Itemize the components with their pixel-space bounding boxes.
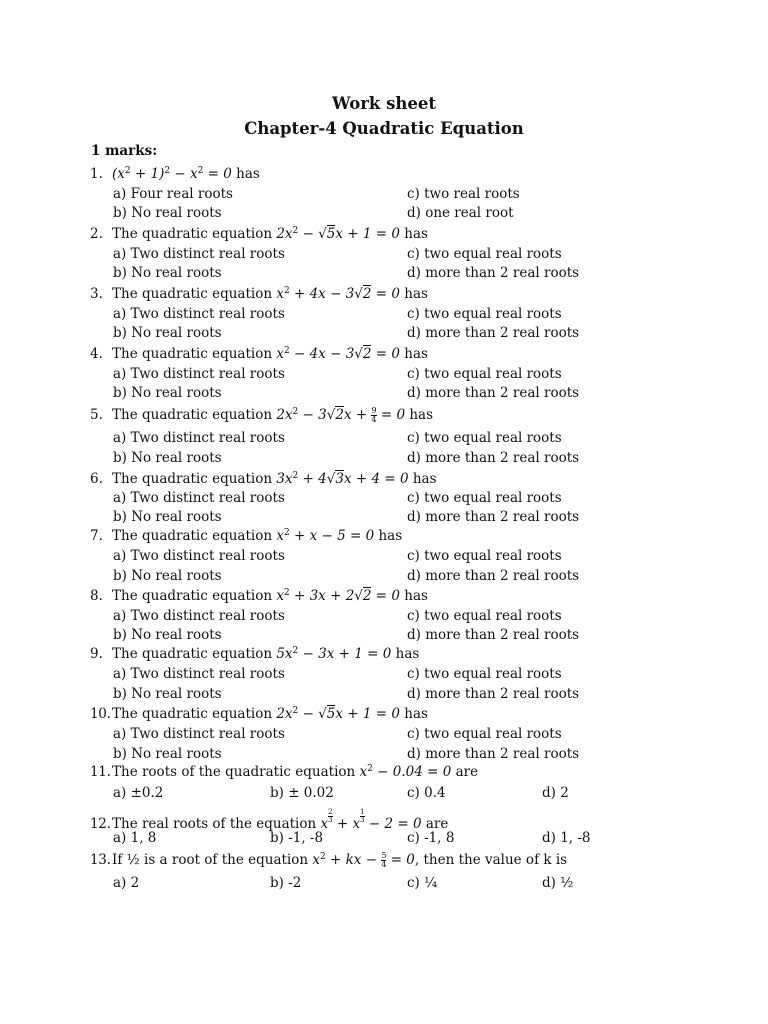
q3-option-b: b) No real roots — [113, 325, 222, 341]
question-10: 10.The quadratic equation $2x^2 - √5x + 1 = 0$ has — [90, 706, 428, 722]
q12-option-a: a) 1, 8 — [113, 830, 157, 846]
question-6: 6. The quadratic equation $3x^2 + 4√3x + 4 = 0$ has — [90, 471, 437, 487]
q12-option-b: b) -1, -8 — [270, 830, 324, 846]
q13-option-b: b) -2 — [270, 875, 302, 891]
q10-option-d: d) more than 2 real roots — [407, 746, 580, 762]
question-5: 5. The quadratic equation $2x^2 - 3√2x$ + $\frac{9}{4}$ = 0 has — [90, 406, 434, 424]
chapter-title: Chapter-4 Quadratic Equation — [244, 119, 524, 138]
q9-option-b: b) No real roots — [113, 686, 222, 702]
question-11: 11.The roots of the quadratic equation $x^2 - 0.04 = 0$ are — [90, 764, 479, 780]
q1-option-a: a) Four real roots — [113, 186, 233, 202]
q1-option-d: d) one real root — [407, 205, 514, 221]
q8-option-b: b) No real roots — [113, 627, 222, 643]
q4-option-b: b) No real roots — [113, 385, 222, 401]
q4-option-c: c) two equal real roots — [407, 366, 562, 382]
question-9: 9. The quadratic equation $5x^2 - 3x + 1 = 0$ has — [90, 646, 420, 662]
q6-option-b: b) No real roots — [113, 509, 222, 525]
q1-option-c: c) two real roots — [407, 186, 520, 202]
q6-option-a: a) Two distinct real roots — [113, 490, 285, 506]
q13-option-d: d) ½ — [542, 875, 574, 891]
q5-option-a: a) Two distinct real roots — [113, 430, 285, 446]
q8-option-a: a) Two distinct real roots — [113, 608, 285, 624]
q5-option-c: c) two equal real roots — [407, 430, 562, 446]
q12-option-c: c) -1, 8 — [407, 830, 455, 846]
q7-option-c: c) two equal real roots — [407, 548, 562, 564]
q4-option-d: d) more than 2 real roots — [407, 385, 580, 401]
question-2: 2. The quadratic equation $2x^2 - √5x + 1 = 0$ has — [90, 226, 428, 242]
question-8: 8. The quadratic equation $x^2 + 3x + 2√2 = 0$ has — [90, 588, 428, 604]
question-7: 7. The quadratic equation $x^2 + x - 5 = 0$ has — [90, 528, 403, 544]
q10-option-c: c) two equal real roots — [407, 726, 562, 742]
q9-option-a: a) Two distinct real roots — [113, 666, 285, 682]
q8-option-d: d) more than 2 real roots — [407, 627, 580, 643]
q3-option-a: a) Two distinct real roots — [113, 306, 285, 322]
q11-option-b: b) ± 0.02 — [270, 785, 334, 801]
question-13: 13.If ½ is a root of the equation $x^2$ + kx − $\frac{5}{4}$ = 0, then the value of k is — [90, 851, 568, 869]
q2-option-b: b) No real roots — [113, 265, 222, 281]
q3-option-c: c) two equal real roots — [407, 306, 562, 322]
q3-option-d: d) more than 2 real roots — [407, 325, 580, 341]
q10-option-a: a) Two distinct real roots — [113, 726, 285, 742]
q12-option-d: d) 1, -8 — [542, 830, 591, 846]
q6-option-d: d) more than 2 real roots — [407, 509, 580, 525]
q13-option-c: c) ¼ — [407, 875, 438, 891]
question-12: 12.The real roots of the equation x $\frac{2}{3}$ + x $\frac{1}{3}$ − 2 = 0 are — [90, 808, 449, 832]
q2-option-d: d) more than 2 real roots — [407, 265, 580, 281]
q10-option-b: b) No real roots — [113, 746, 222, 762]
q4-option-a: a) Two distinct real roots — [113, 366, 285, 382]
question-1: 1. $(x^2 + 1)^2 - x^2 = 0$ has — [90, 166, 260, 182]
q8-option-c: c) two equal real roots — [407, 608, 562, 624]
q6-option-c: c) two equal real roots — [407, 490, 562, 506]
q11-option-d: d) 2 — [542, 785, 569, 801]
q9-option-c: c) two equal real roots — [407, 666, 562, 682]
q5-option-b: b) No real roots — [113, 450, 222, 466]
question-3: 3. The quadratic equation $x^2 + 4x - 3√2 = 0$ has — [90, 286, 428, 302]
q11-option-a: a) ±0.2 — [113, 785, 164, 801]
q5-option-d: d) more than 2 real roots — [407, 450, 580, 466]
q13-option-a: a) 2 — [113, 875, 140, 891]
q7-option-b: b) No real roots — [113, 568, 222, 584]
section-heading: 1 marks: — [91, 143, 158, 159]
q11-option-c: c) 0.4 — [407, 785, 446, 801]
q1-option-b: b) No real roots — [113, 205, 222, 221]
q7-option-d: d) more than 2 real roots — [407, 568, 580, 584]
q7-option-a: a) Two distinct real roots — [113, 548, 285, 564]
q2-option-a: a) Two distinct real roots — [113, 246, 285, 262]
worksheet-title: Work sheet — [332, 94, 436, 113]
q2-option-c: c) two equal real roots — [407, 246, 562, 262]
question-4: 4. The quadratic equation $x^2 - 4x - 3√2 = 0$ has — [90, 346, 428, 362]
q9-option-d: d) more than 2 real roots — [407, 686, 580, 702]
